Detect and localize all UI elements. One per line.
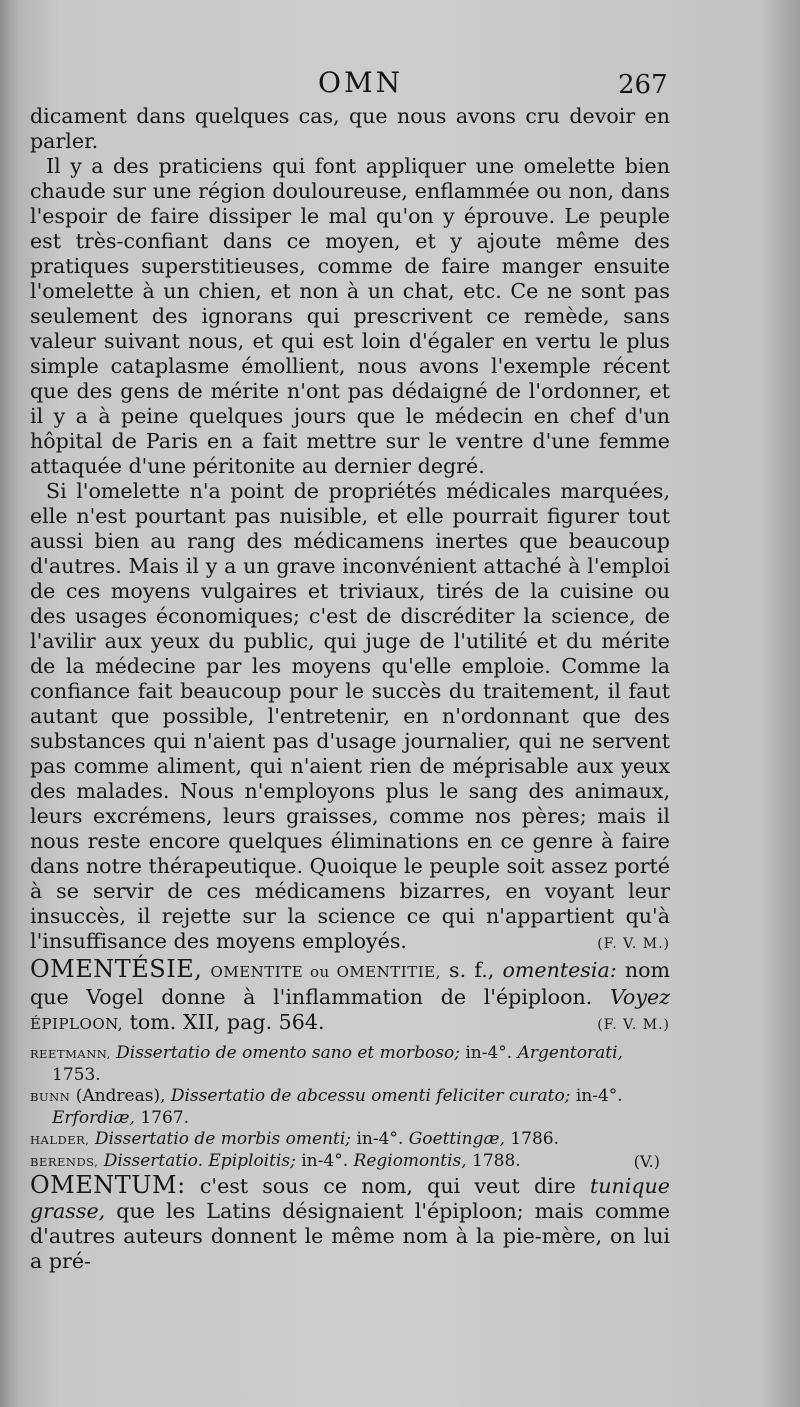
bib-format: in-4°.	[575, 1086, 623, 1106]
bib-format: in-4°.	[301, 1151, 349, 1171]
bibliography-item	[30, 1086, 670, 1129]
bib-title: Dissertatio. Epiploitis;	[103, 1151, 296, 1171]
bibliography	[30, 1043, 670, 1173]
paragraph-omelette-critique-text: Si l'omelette n'a point de propriétés médicales marquées, elle n'est pourtant pas nuisible, et elle pourrait figurer tout aussi bien au rang des médicamens inertes que beaucoup d'autres. Mais il y a un grave inconvénient attaché à l'emploi de ces moyens vulgaires et triviaux, tirés de la cuisine ou des usages économiques; c'est de discréditer la science, de l'avilir aux yeux du public, qui juge de l'utilité et du mérite de la médecine par les moyens qu'elle emploie. Comme la confiance fait beaucoup pour le succès du traitement, il faut autant que possible, l'entretenir, en n'ordonnant que des substances qui n'aient pas d'usage journalier, qui ne servent pas comme aliment, qui n'aient rien de méprisable aux yeux des malades. Nous n'employons plus le sang des animaux, leurs excrémens, leurs graisses, comme nos pères; mais il nous reste encore quelques éliminations en ce genre à faire dans notre thérapeutique. Quoique le peuple soit assez porté à se servir de ces médicamens bizarres, en voyant leur insuccès, il rejette sur la science ce qui n'appartient qu'à l'insuffisance des moyens employés.	[30, 479, 670, 953]
latin-term: omentesia:	[502, 958, 617, 982]
page-header	[0, 66, 800, 106]
latin-gloss: tunique grasse,	[30, 1174, 670, 1223]
bib-title: Dissertatio de morbis omenti;	[94, 1129, 352, 1149]
voyez-label: Voyez	[609, 985, 670, 1009]
body-text	[30, 104, 670, 1274]
paragraph-continuation: dicament dans quelques cas, que nous avons cru devoir en parler.	[30, 104, 670, 153]
volume-page-ref: tom. XII, pag. 564.	[129, 1010, 325, 1034]
bib-title: Dissertatio de abcessu omenti feliciter curato;	[170, 1086, 571, 1106]
bib-author-extra: (Andreas),	[75, 1086, 166, 1106]
paragraph-omelette-practice: Il y a des praticiens qui font appliquer une omelette bien chaude sur une région douloureuse, enflammée ou non, dans l'espoir de faire dissiper le mal qu'on y éprouve. Le peuple est très-confiant dans ce moyen, et y ajoute même des pratiques superstitieuses, comme de faire manger ensuite l'omelette à un chien, et non à un chat, etc. Ce ne sont pas seulement des ignorans qui prescrivent ce remède, sans valeur suivant nous, et qui est loin d'égaler en vertu le plus simple cataplasme émollient, nous avons l'exemple récent que des gens de mérite n'ont pas dédaigné de l'ordonner, et il y a à peine quelques jours que le médecin en chef d'un hôpital de Paris en a fait mettre sur le ventre d'une femme attaquée d'une péritonite au dernier degré.	[30, 154, 670, 478]
signature-fvm-2: (F. V. M.)	[597, 1017, 670, 1033]
bib-author: HALDER,	[30, 1133, 90, 1147]
bib-title: Dissertatio de omento sano et morboso;	[116, 1043, 460, 1063]
bib-year: 1788.	[472, 1151, 521, 1171]
bib-author: BUNN	[30, 1090, 71, 1104]
signature-fvm: (F. V. M.)	[597, 936, 670, 952]
gender-label: s. f.,	[449, 958, 495, 982]
headword-omentum: OMENTUM:	[30, 1171, 186, 1199]
bibliography-item	[30, 1129, 670, 1151]
bib-year: 1767.	[140, 1108, 189, 1128]
bib-format: in-4°.	[356, 1129, 404, 1149]
bib-place: Regiomontis,	[353, 1151, 467, 1171]
omentum-text-a: c'est sous ce nom, qui veut dire	[199, 1174, 576, 1198]
headword-omentesie: OMENTÉSIE,	[30, 955, 203, 983]
bib-place: Argentorati,	[517, 1043, 623, 1063]
bibliography-item	[30, 1151, 670, 1173]
bib-author: BERENDS,	[30, 1155, 99, 1169]
variant-names: OMENTITE ou OMENTITIE,	[210, 963, 441, 981]
entry-omentum	[30, 1173, 670, 1274]
omentum-text-b: que les Latins désignaient l'épiploon; mais comme d'autres auteurs donnent le même nom à la pie-mère, on lui a pré-	[30, 1199, 670, 1273]
bibliography-item	[30, 1043, 670, 1086]
entry-omentesie	[30, 957, 670, 1037]
paragraph-omelette-critique	[30, 479, 670, 954]
bib-place: Erfordiæ,	[52, 1108, 135, 1128]
bib-author: REETMANN,	[30, 1047, 111, 1061]
definition-text: nom que Vogel donne à l'inflammation de l'épiploon.	[30, 958, 671, 1009]
bib-place: Goettingæ,	[408, 1129, 505, 1149]
running-title: OMN	[318, 66, 404, 99]
signature-v: (V.)	[633, 1152, 660, 1171]
bib-year: 1753.	[52, 1065, 101, 1085]
page-number: 267	[618, 70, 668, 100]
bib-year: 1786.	[510, 1129, 559, 1149]
bib-format: in-4°.	[465, 1043, 513, 1063]
cross-reference: ÉPIPLOON,	[30, 1015, 124, 1033]
